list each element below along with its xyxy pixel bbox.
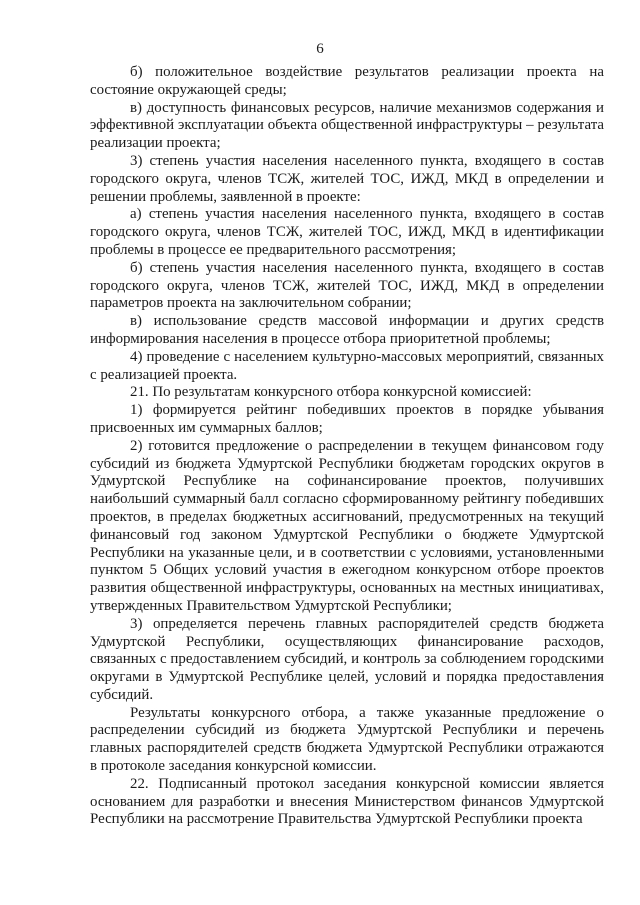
paragraph-item-v-financial-resources: в) доступность финансовых ресурсов, наличие механизмов содержания и эффективной эксплуатации объекта общественной инфраструктуры – результата реализации проекта;	[90, 99, 604, 152]
paragraph-item-b-environment: б) положительное воздействие результатов реализации проекта на состояние окружающей среды;	[90, 64, 604, 98]
paragraph-item-4-cultural-events: 4) проведение с населением культурно-массовых мероприятий, связанных с реализацией проекта.	[90, 348, 604, 383]
paragraph-item-3-population-participation: 3) степень участия населения населенного пункта, входящего в состав городского округа, членов ТСЖ, жителей ТОС, ИЖД, МКД в определении и решении проблемы, заявленной в проекте:	[90, 152, 604, 205]
paragraph-item-2-subsidy-proposal: 2) готовится предложение о распределении в текущем финансовом году субсидий из бюджета Удмуртской Республики бюджетам городских округов в Удмуртской Республике на софинансирование проектов, получивших наибольший суммарный балл согласно сформированному рейтингу победивших проектов, в пределах бюджетных ассигнований, предусмотренных на текущий финансовый год законом Удмуртской Республики о бюджете Удмуртской Республики на указанные цели, и в соответствии с условиями, установленными пунктом 5 Общих условий участия в ежегодном конкурсном отборе проектов развития общественной инфраструктуры, основанных на местных инициативах, утвержденных Правительством Удмуртской Республики;	[90, 437, 604, 614]
paragraph-section-21: 21. По результатам конкурсного отбора конкурсной комиссией:	[130, 384, 532, 401]
page-number: 6	[316, 41, 324, 57]
paragraph-section-22: 22. Подписанный протокол заседания конкурсной комиссии является основанием для разработки и внесения Министерством финансов Удмуртской Республики на рассмотрение Правительства Удмуртской Республики проекта	[90, 775, 604, 828]
paragraph-item-v-mass-media: в) использование средств массовой информации и других средств информирования населения в процессе отбора приоритетной проблемы;	[90, 313, 604, 347]
document-body	[90, 64, 604, 829]
paragraph-item-a-problem-identification: а) степень участия населения населенного пункта, входящего в состав городского округа, членов ТСЖ, жителей ТОС, ИЖД, МКД в идентификации проблемы в процессе ее предварительного рассмотрения;	[90, 206, 604, 258]
paragraph-selection-results: Результаты конкурсного отбора, а также указанные предложение о распределении субсидий из бюджета Удмуртской Республики и перечень главных распорядителей средств бюджета Удмуртской Республики отражаются в протоколе заседания конкурсной комиссии.	[90, 704, 604, 775]
paragraph-item-3-budget-administrators: 3) определяется перечень главных распорядителей средств бюджета Удмуртской Республики, осуществляющих финансирование расходов, связанных с предоставлением субсидий, и контроль за соблюдением городскими округами в Удмуртской Республике целей, условий и порядка предоставления субсидий.	[90, 615, 604, 703]
paragraph-item-b-project-parameters: б) степень участия населения населенного пункта, входящего в состав городского округа, членов ТСЖ, жителей ТОС, ИЖД, МКД в определении параметров проекта на заключительном собрании;	[90, 259, 604, 312]
paragraph-item-1-rating: 1) формируется рейтинг победивших проектов в порядке убывания присвоенных им суммарных баллов;	[90, 402, 604, 436]
